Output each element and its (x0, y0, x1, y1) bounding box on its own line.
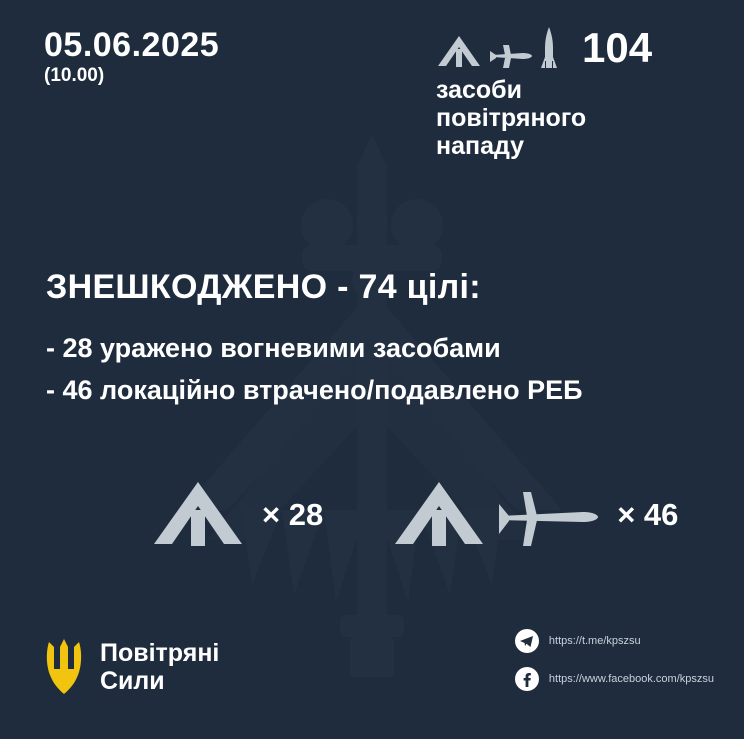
shahed-drone-icon (391, 480, 487, 550)
cruise-missile-icon (489, 43, 533, 69)
shahed-drone-icon (150, 480, 246, 550)
footer-brand (44, 639, 219, 695)
telegram-icon[interactable] (515, 629, 539, 653)
brand-line1: Повітряні (100, 639, 220, 667)
count-value-drones: × 28 (262, 497, 324, 532)
facebook-url[interactable]: https://www.facebook.com/kpszsu (548, 673, 714, 685)
air-attack-icons (436, 27, 558, 69)
count-icons-ew (391, 480, 601, 550)
headline-destroyed: ЗНЕШКОДЖЕНО - 74 цілі: (46, 268, 481, 306)
air-attack-count: 104 (582, 24, 653, 71)
count-group-drones (150, 480, 323, 550)
breakdown-item-ew: - 46 локаційно втрачено/подавлено РЕБ (46, 374, 583, 405)
ballistic-missile-icon (540, 27, 558, 69)
brand-name (100, 639, 219, 695)
breakdown-item-fire: - 28 уражено вогневими засобами (46, 333, 501, 363)
count-icons-drones (150, 480, 246, 550)
air-attack-label-line3: нападу (436, 132, 525, 160)
facebook-icon[interactable] (515, 667, 539, 691)
ukrainian-trident-icon (44, 639, 84, 695)
report-time: (10.00) (44, 64, 105, 86)
counts-row (150, 480, 678, 550)
recon-drone-icon (497, 490, 601, 550)
telegram-link[interactable] (515, 629, 714, 653)
air-attack-label-line2: повітряного (436, 104, 587, 132)
footer-links (515, 629, 714, 691)
date-block (44, 28, 219, 87)
count-value-ew: × 46 (617, 497, 679, 532)
breakdown-list (46, 328, 583, 412)
air-attack-label (436, 76, 706, 160)
shahed-drone-icon (436, 35, 482, 69)
report-date: 05.06.2025 (44, 26, 220, 64)
brand-line2: Сили (100, 667, 165, 695)
air-attack-summary (436, 24, 706, 160)
air-attack-label-line1: засоби (436, 76, 522, 104)
count-group-ew (391, 480, 678, 550)
facebook-link[interactable] (515, 667, 714, 691)
telegram-url[interactable]: https://t.me/kpszsu (548, 635, 641, 647)
